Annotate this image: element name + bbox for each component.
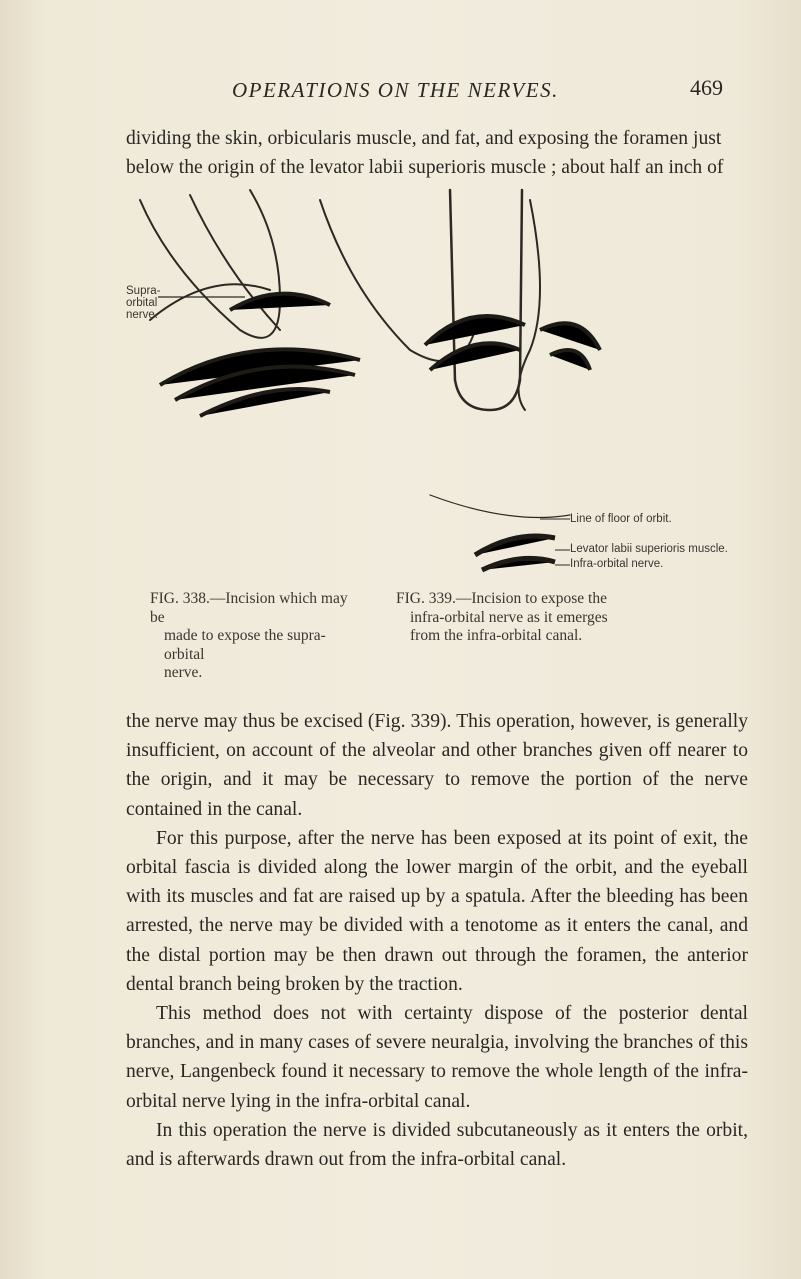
- floor-of-orbit-label: Line of floor of orbit.: [570, 513, 672, 525]
- supra-orbital-label: [126, 285, 161, 321]
- infra-orbital-shading-1: [475, 536, 555, 555]
- label-line: orbital: [126, 297, 158, 309]
- infra-orbital-shading-2: [482, 558, 555, 570]
- label-line: nerve.: [126, 309, 158, 321]
- paragraph: This method does not with certainty dispose of the posterior dental branches, and in many cases of severe neuralgia, involving the branches of this nerve, Langenbeck found it necessary to remove the whole length of the infra-orbital nerve lying in the infra-orbital canal.: [126, 1003, 748, 1112]
- paragraph: For this purpose, after the nerve has been exposed at its point of exit, the orbital fascia is divided along the lower margin of the orbit, and the eyeball with its muscles and fat are raised up by a spatula. After the bleeding has been arrested, the nerve may be divided with a tenotome as it enters the canal, and the distal portion may be then drawn out through the foramen, the anterior dental branch being broken by the traction.: [126, 827, 748, 995]
- eye-hatch-right-4: [550, 350, 590, 370]
- finger-outline: [450, 190, 522, 410]
- anatomical-figure: [130, 180, 770, 580]
- top-paragraph: [126, 124, 748, 182]
- caption-line: made to expose the supra-orbital: [164, 627, 326, 663]
- caption-line: from the infra-orbital canal.: [410, 627, 583, 644]
- caption-fig-338: [150, 590, 365, 683]
- eye-hatch-right-3: [540, 323, 600, 350]
- orbit-floor-line: [430, 495, 570, 518]
- caption-line: infra-orbital nerve as it emerges: [410, 608, 608, 626]
- caption-line: nerve.: [164, 664, 203, 681]
- caption-line: FIG. 339.—Incision to expose the: [396, 590, 607, 607]
- label-line: Supra-: [126, 285, 161, 297]
- main-text: [126, 707, 748, 1174]
- caption-line: FIG. 338.—Incision which may be: [150, 590, 348, 626]
- paragraph: In this operation the nerve is divided subcutaneously as it enters the orbit, and is afterwards drawn out from the infra-orbital canal.: [126, 1119, 748, 1171]
- nose-outline-left: [140, 190, 280, 338]
- figure-drawing: [130, 180, 770, 580]
- text-line: dividing the skin, orbicularis muscle, and fat, and exposing the foramen just: [126, 128, 722, 149]
- infra-orbital-nerve-label: Infra-orbital nerve.: [570, 558, 664, 570]
- eye-hatch-right-1: [425, 316, 525, 345]
- paragraph: the nerve may thus be excised (Fig. 339). This operation, however, is generally insufficient, on account of the alveolar and other branches given off nearer to the origin, and it may be necessary to remove the portion of the nerve contained in the canal.: [126, 711, 748, 820]
- page-number: 469: [690, 75, 723, 100]
- text-line: below the origin of the levator labii superioris muscle ; about half an inch of: [126, 157, 724, 179]
- running-title: OPERATIONS ON THE NERVES.: [232, 78, 559, 102]
- caption-fig-339: [396, 590, 656, 646]
- levator-label: Levator labii superioris muscle.: [570, 543, 728, 555]
- eye-hatch-right-2: [430, 343, 520, 370]
